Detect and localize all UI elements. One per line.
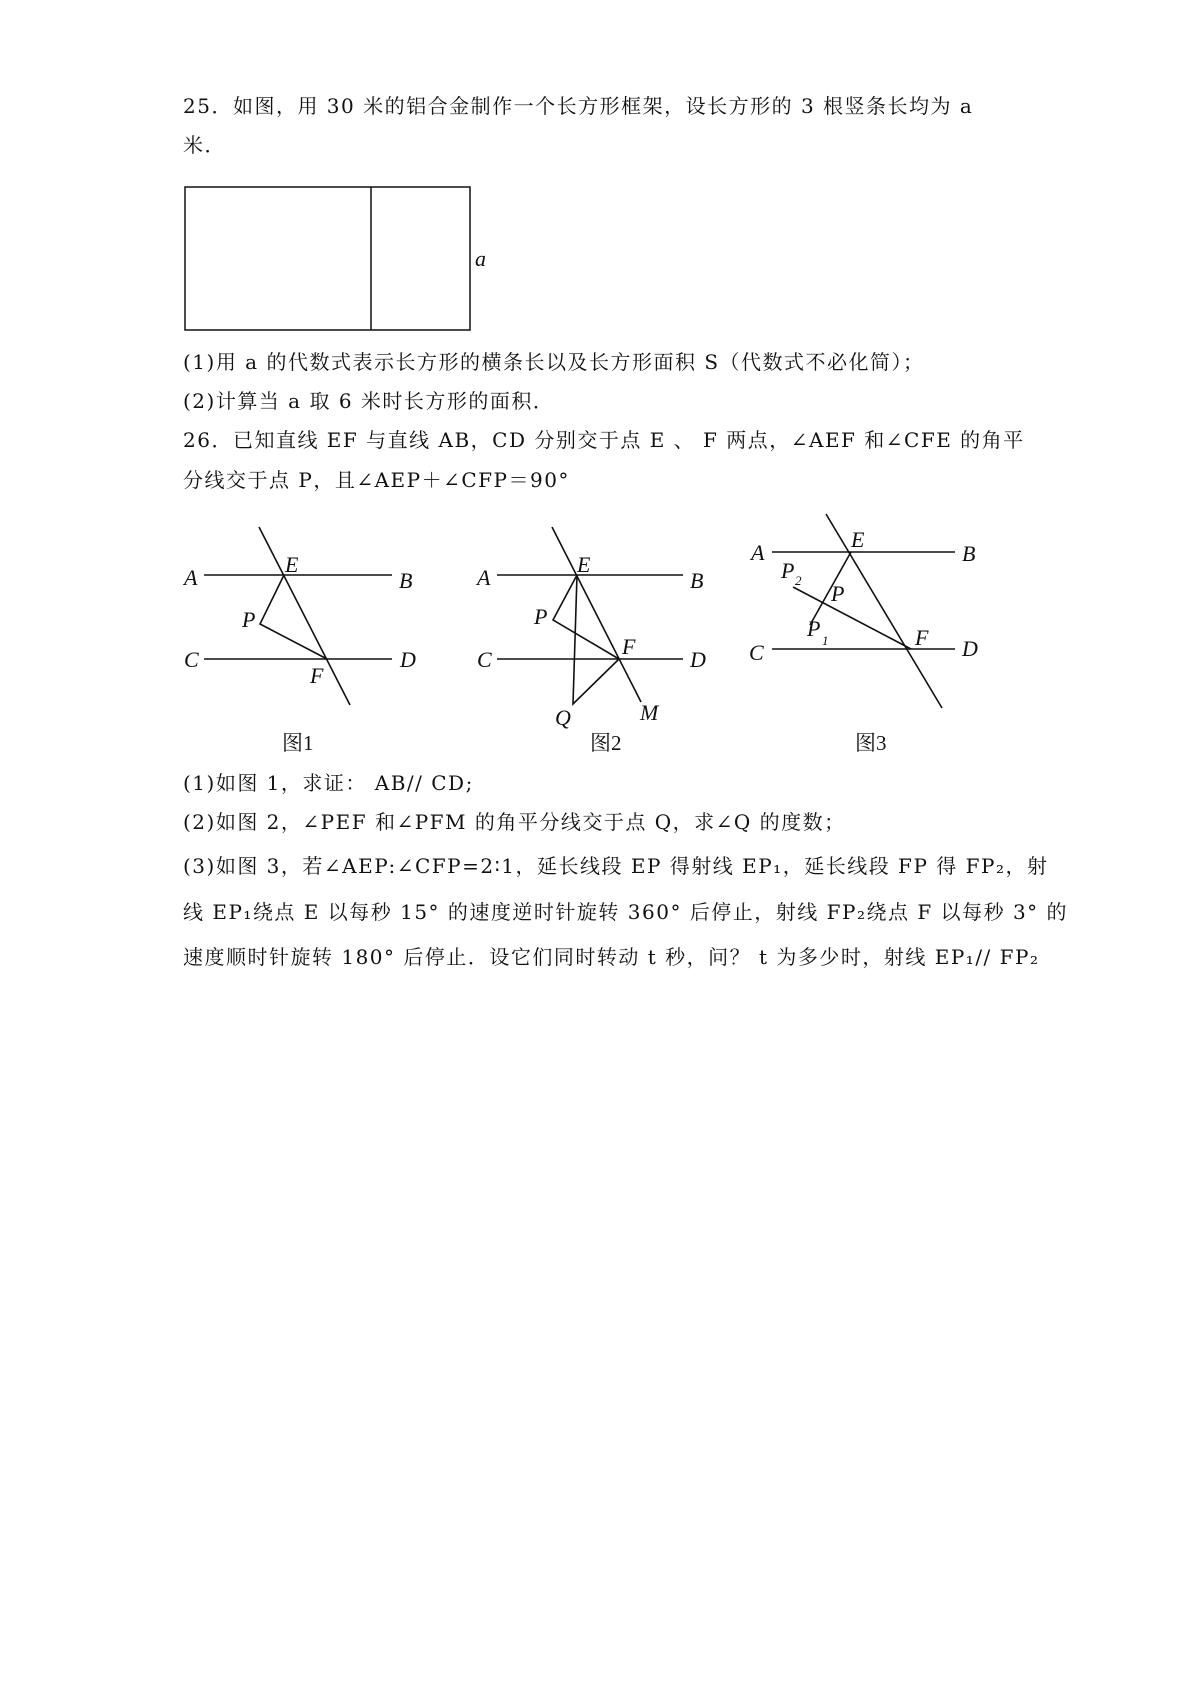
fig3-label-p1-sub: 1 [822, 633, 829, 648]
fig1-angle-path [260, 575, 327, 659]
fig1-label-p: P [242, 607, 256, 632]
q26-part-3-line-3: 速度顺时针旋转 180° 后停止．设它们同时转动 t 秒，问？ t 为多少时，射线 EP₁// FP₂ [183, 945, 1040, 969]
q26-part-2: (2)如图 2，∠PEF 和∠PFM 的角平分线交于点 Q，求∠Q 的度数； [183, 810, 846, 834]
figure-1-labels [182, 552, 416, 755]
figure-3-labels [749, 527, 978, 755]
q25-line-1: 25．如图，用 30 米的铝合金制作一个长方形框架，设长方形的 3 根竖条长均为 a [183, 94, 974, 118]
fig3-label-p2: P [781, 558, 795, 583]
fig3-label-p1: P [807, 616, 821, 641]
fig2-label-q: Q [555, 705, 571, 730]
fig3-label-c: C [749, 640, 764, 665]
fig1-label-e: E [285, 552, 299, 577]
q26-line-2: 分线交于点 P，且∠AEP＋∠CFP＝90° [183, 468, 570, 492]
fig3-label-p2-sub: 2 [795, 573, 802, 588]
fig3-label-a: A [751, 540, 765, 565]
q26-part-1: (1)如图 1，求证： AB// CD; [183, 771, 474, 795]
q25-part-1: (1)用 a 的代数式表示长方形的横条长以及长方形面积 S（代数式不必化简）； [183, 350, 925, 374]
fig2-label-c: C [477, 647, 492, 672]
fig1-label-b: B [399, 568, 413, 593]
fig1-label-f: F [310, 663, 324, 688]
q26-part-3-line-1: (3)如图 3，若∠AEP:∠CFP=2∶1，延长线段 EP 得射线 EP₁，延长线段 FP 得 FP₂，射 [183, 854, 1049, 878]
fig3-caption: 图3 [855, 731, 887, 755]
fig1-label-d: D [400, 647, 416, 672]
fig2-caption: 图2 [590, 731, 622, 755]
fig3-label-f: F [915, 625, 929, 650]
fig3-label-d: D [962, 636, 978, 661]
q25-line-2: 米． [183, 133, 226, 157]
fig2-label-b: B [690, 568, 704, 593]
fig2-angle-path [553, 575, 619, 659]
fig3-label-b: B [962, 541, 976, 566]
fig1-caption: 图1 [282, 731, 314, 755]
q26-part-3-line-2: 线 EP₁绕点 E 以每秒 15° 的速度逆时针旋转 360° 后停止，射线 FP₂绕点 F 以每秒 3° 的 [183, 900, 1069, 924]
q25-part-2: (2)计算当 a 取 6 米时长方形的面积． [183, 389, 555, 413]
fig1-label-c: C [184, 647, 199, 672]
fig2-q-path [573, 575, 619, 704]
fig2-label-d: D [690, 647, 706, 672]
fig2-line-em [552, 527, 641, 702]
fig1-label-a: A [184, 565, 198, 590]
fig3-label-e: E [851, 527, 865, 552]
fig2-label-f: F [622, 634, 636, 659]
figure-2-labels [475, 552, 706, 755]
fig2-label-p: P [534, 604, 548, 629]
q26-line-1: 26．已知直线 EF 与直线 AB，CD 分别交于点 E 、 F 两点，∠AEF 和∠CFE 的角平 [183, 428, 1025, 452]
fig2-label-m: M [640, 700, 659, 725]
fig2-label-a: A [477, 565, 491, 590]
fig3-line-ef [826, 514, 942, 708]
frame-label-a: a [475, 246, 486, 271]
fig3-label-p: P [831, 581, 845, 606]
fig1-line-ef [259, 527, 350, 705]
fig2-label-e: E [577, 552, 591, 577]
